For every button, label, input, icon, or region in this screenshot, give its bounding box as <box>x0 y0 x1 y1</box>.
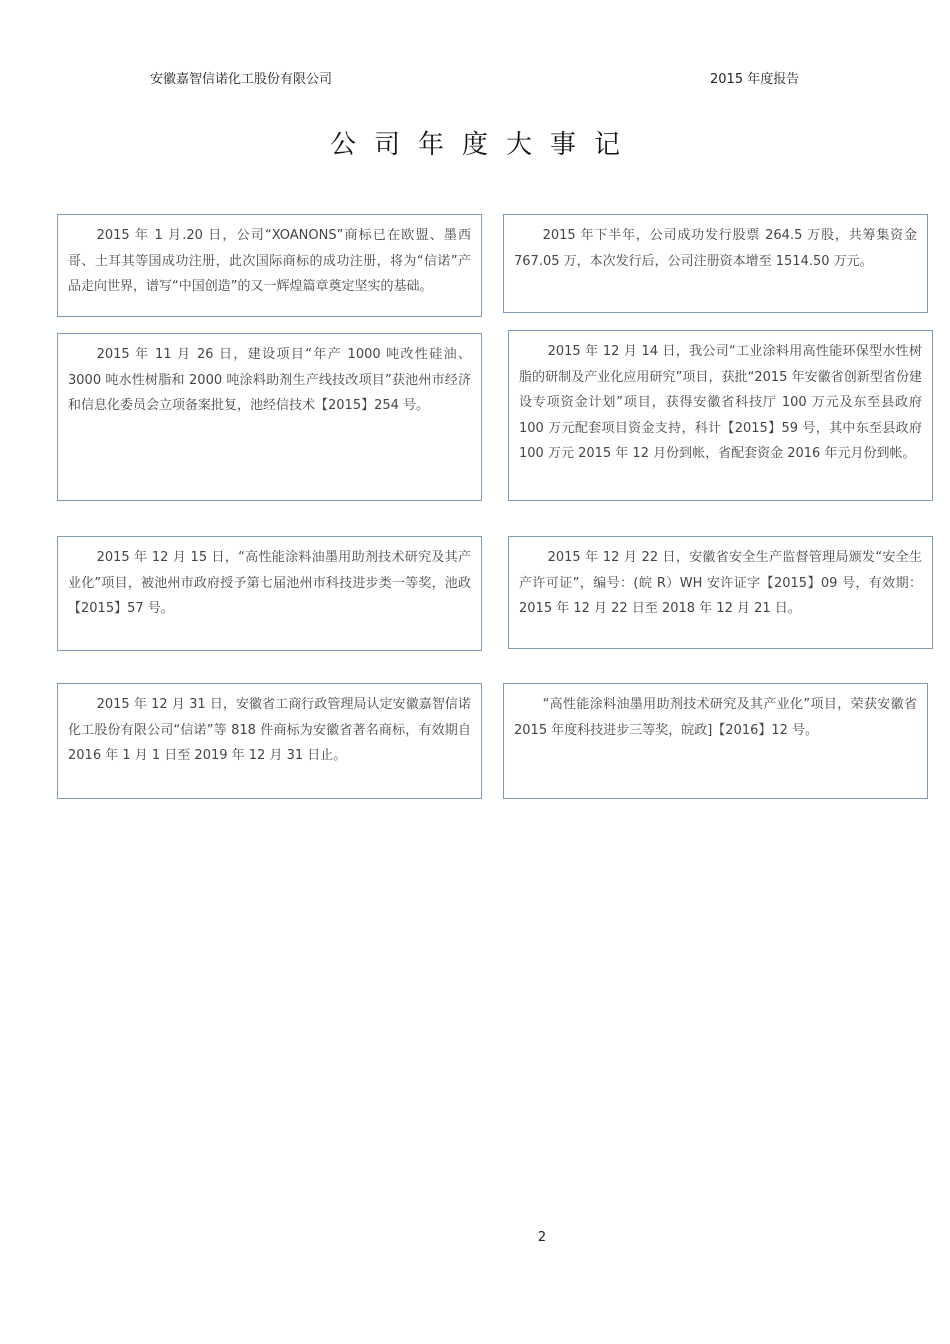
event-box-famous-trademark: 2015 年 12 月 31 日，安徽省工商行政管理局认定安徽嘉智信诺化工股份有限公司“信诺”等 818 件商标为安徽省著名商标，有效期自 2016 年 1 月 1 日至 2019 年 12 月 31 日止。 <box>57 683 482 799</box>
event-box-safety-license: 2015 年 12 月 22 日，安徽省安全生产监督管理局颁发“安全生产许可证”，编号：(皖 R）WH 安许证字【2015】09 号，有效期：2015 年 12 月 22 日至 2018 年 12 月 21 日。 <box>508 536 933 649</box>
event-box-trademark-international: 2015 年 1 月.20 日，公司“XOANONS”商标已在欧盟、墨西哥、土耳其等国成功注册，此次国际商标的成功注册，将为“信诺”产品走向世界，谱写“中国创造”的又一辉煌篇章奠定坚实的基础。 <box>57 214 482 317</box>
header-report-title: 2015 年度报告 <box>710 72 800 87</box>
event-box-stock-issuance: 2015 年下半年，公司成功发行股票 264.5 万股，共筹集资金 767.05 万，本次发行后，公司注册资本增至 1514.50 万元。 <box>503 214 928 313</box>
page-title: 公司年度大事记 <box>329 130 638 160</box>
event-box-city-science-award: 2015 年 12 月 15 日，“高性能涂料油墨用助剂技术研究及其产业化”项目，被池州市政府授予第七届池州市科技进步类一等奖，池政【2015】57 号。 <box>57 536 482 651</box>
page-number: 2 <box>537 1230 547 1245</box>
event-box-project-approval: 2015 年 11 月 26 日，建设项目“年产 1000 吨改性硅油、3000 吨水性树脂和 2000 吨涂料助剂生产线技改项目”获池州市经济和信息化委员会立项备案批复，池经信技术【2015】254 号。 <box>57 333 482 501</box>
header-company-name: 安徽嘉智信诺化工股份有限公司 <box>150 72 333 87</box>
event-box-innovation-funding: 2015 年 12 月 14 日，我公司“工业涂料用高性能环保型水性树脂的研制及产业化应用研究”项目，获批“2015 年安徽省创新型省份建设专项资金计划”项目，获得安徽省科技厅 100 万元及东至县政府 100 万元配套项目资金支持，科计【2015】59 号，其中东至县政府 100 万元 2015 年 12 月份到帐，省配套资金 2016 年元月份到帐。 <box>508 330 933 501</box>
event-box-province-science-award: “高性能涂料油墨用助剂技术研究及其产业化”项目，荣获安徽省 2015 年度科技进步三等奖，皖政]【2016】12 号。 <box>503 683 928 799</box>
